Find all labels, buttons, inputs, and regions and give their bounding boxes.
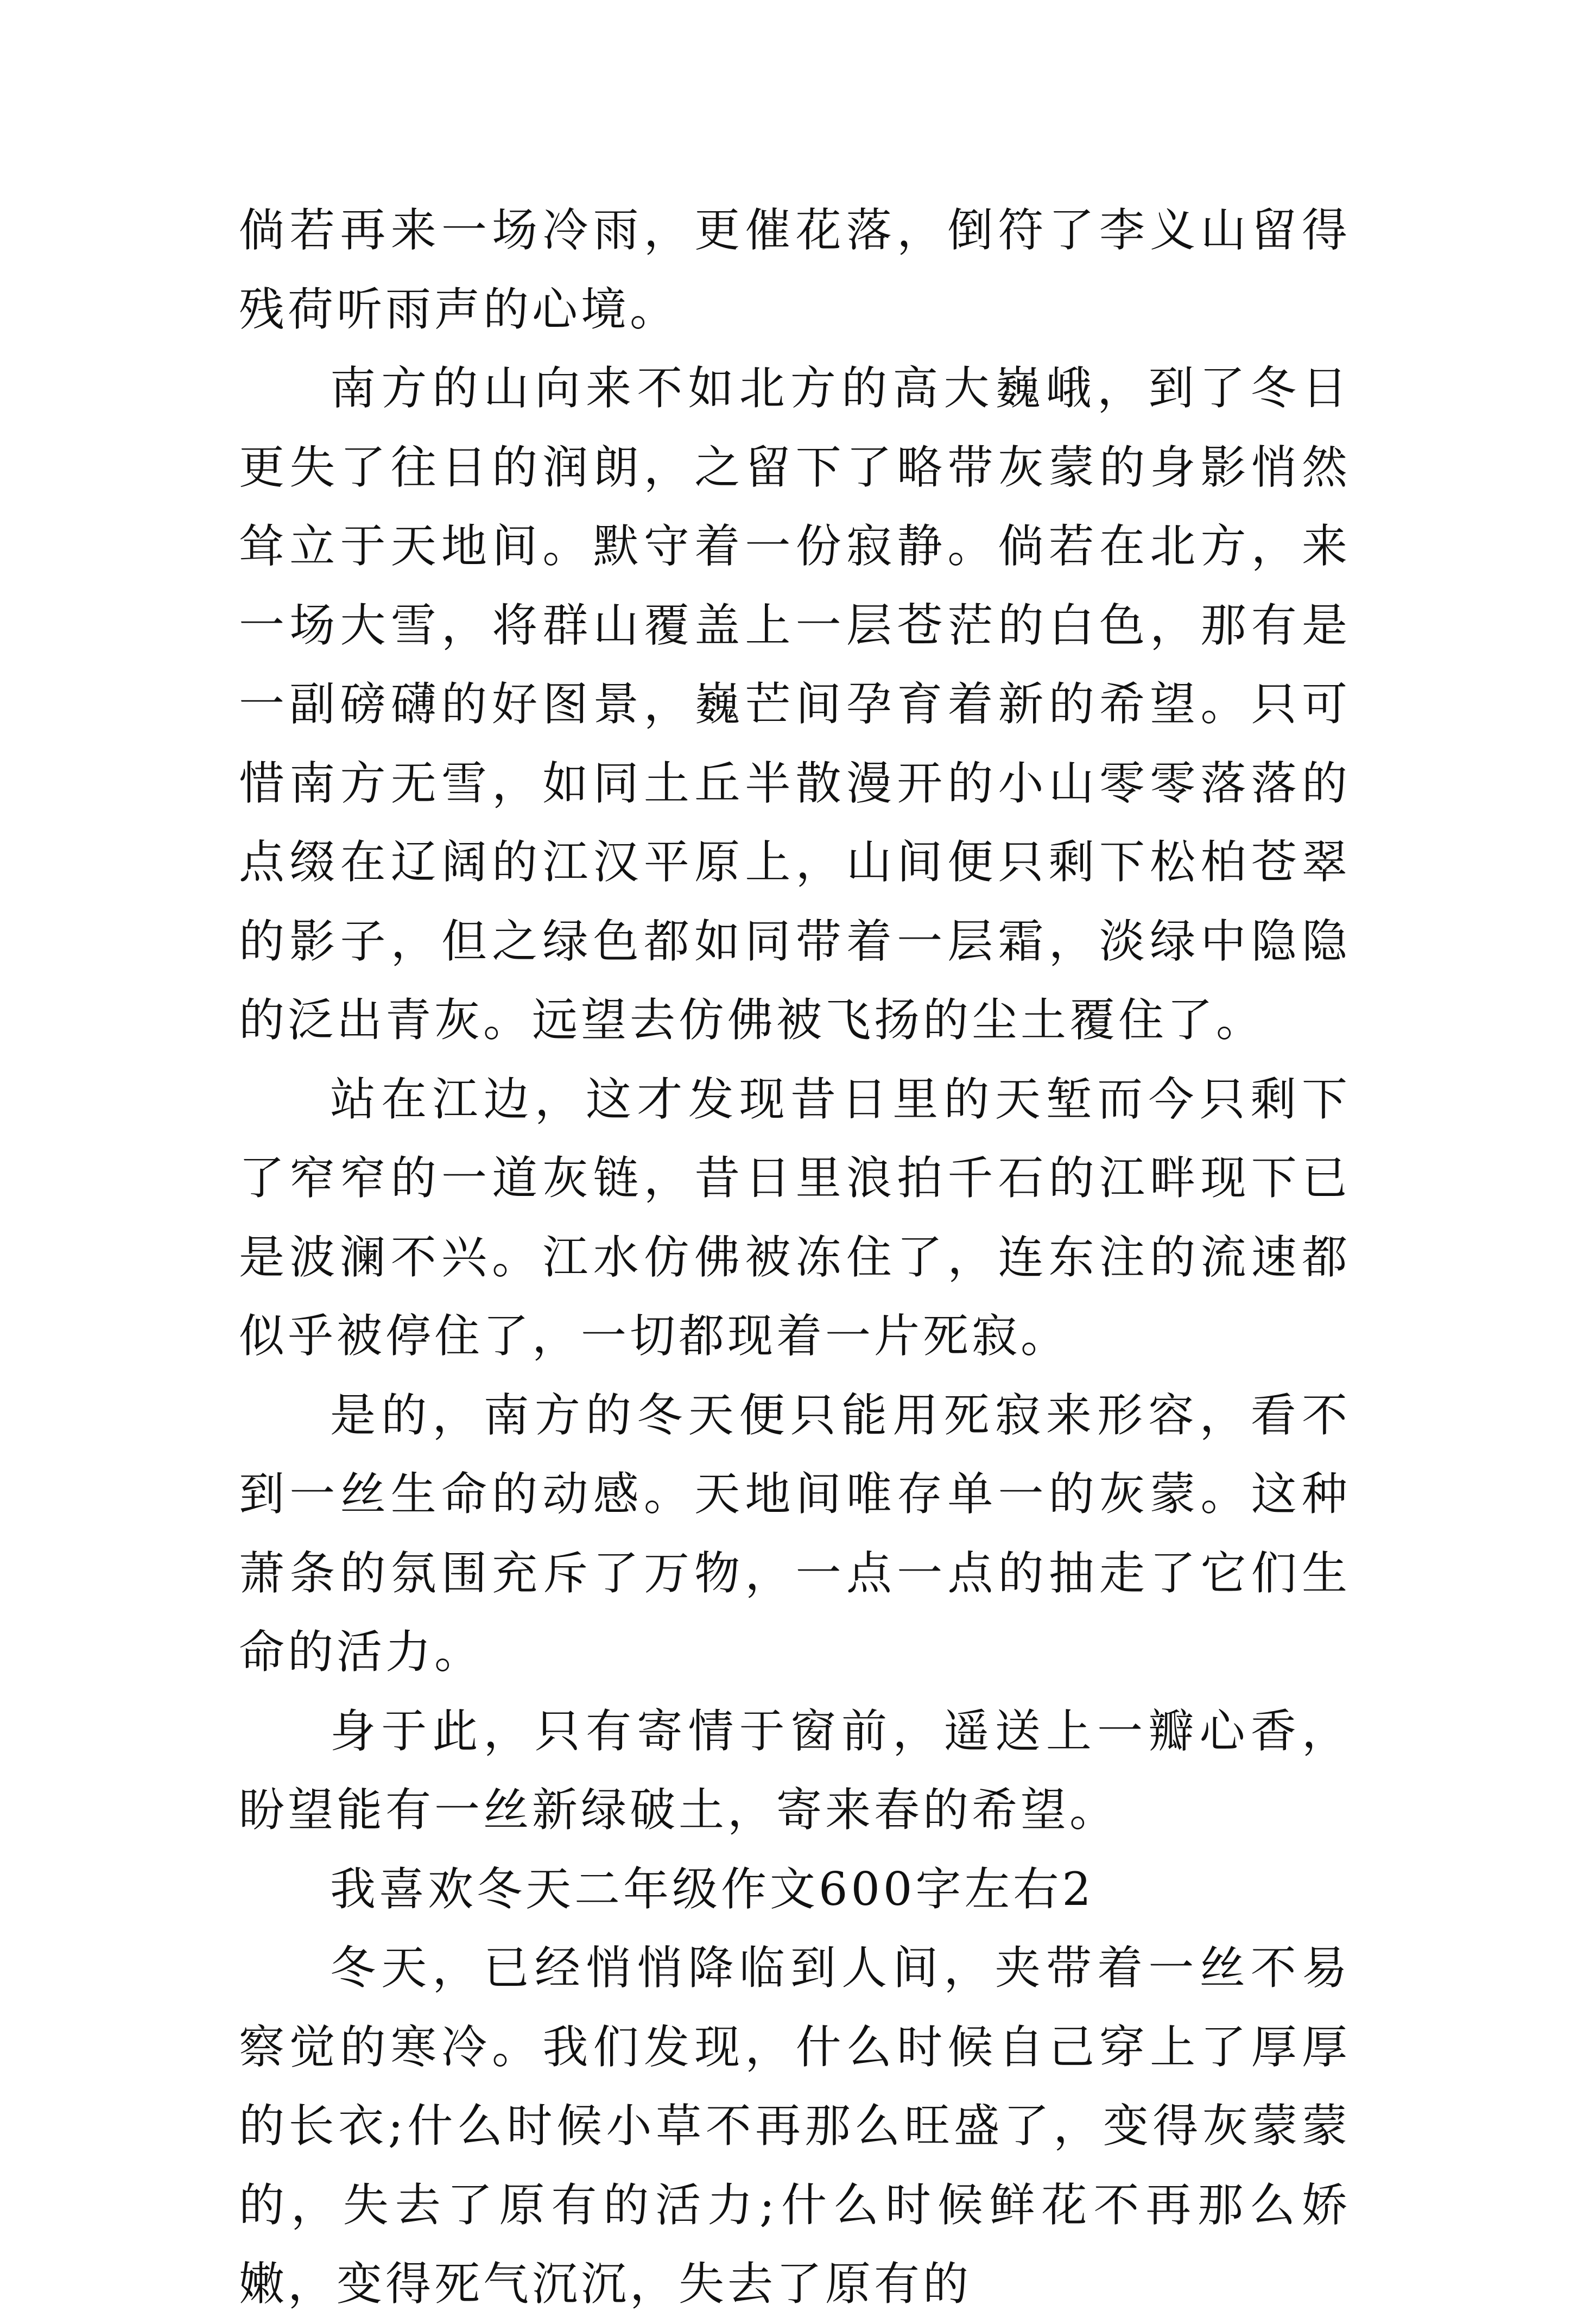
document-body <box>239 191 1351 2324</box>
paragraph-window-hope: 身于此，只有寄情于窗前，遥送上一瓣心香，盼望能有一丝新绿破土，寄来春的希望。 <box>239 1704 1351 1837</box>
essay-heading: 我喜欢冬天二年级作文600字左右2 <box>330 1862 1094 1916</box>
paragraph-southern-winter: 是的，南方的冬天便只能用死寂来形容，看不到一丝生命的动感。天地间唯存单一的灰蒙。这种萧条的氛围充斥了万物，一点一点的抽走了它们生命的活力。 <box>239 1388 1351 1679</box>
paragraph-southern-mountains: 南方的山向来不如北方的高大巍峨，到了冬日更失了往日的润朗，之留下了略带灰蒙的身影悄然耸立于天地间。默守着一份寂静。倘若在北方，来一场大雪，将群山覆盖上一层苍茫的白色，那有是一副磅礴的好图景，巍芒间孕育着新的希望。只可惜南方无雪，如同土丘半散漫开的小山零零落落的点缀在辽阔的江汉平原上，山间便只剩下松柏苍翠的影子，但之绿色都如同带着一层霜，淡绿中隐隐的泛出青灰。远望去仿佛被飞扬的尘土覆住了。 <box>239 362 1351 1047</box>
paragraph-continuation: 倘若再来一场冷雨，更催花落，倒符了李义山留得残荷听雨声的心境。 <box>239 204 1351 336</box>
paragraph-riverside: 站在江边，这才发现昔日里的天堑而今只剩下了窄窄的一道灰链，昔日里浪拍千石的江畔现下已是波澜不兴。江水仿佛被冻住了，连东注的流速都似乎被停住了，一切都现着一片死寂。 <box>239 1072 1351 1363</box>
paragraph-winter-arrives: 冬天，已经悄悄降临到人间，夹带着一丝不易察觉的寒冷。我们发现，什么时候自己穿上了厚厚的长衣;什么时候小草不再那么旺盛了，变得灰蒙蒙的，失去了原有的活力;什么时候鲜花不再那么娇嫩，变得死气沉沉，失去了原有的 <box>239 1941 1351 2310</box>
